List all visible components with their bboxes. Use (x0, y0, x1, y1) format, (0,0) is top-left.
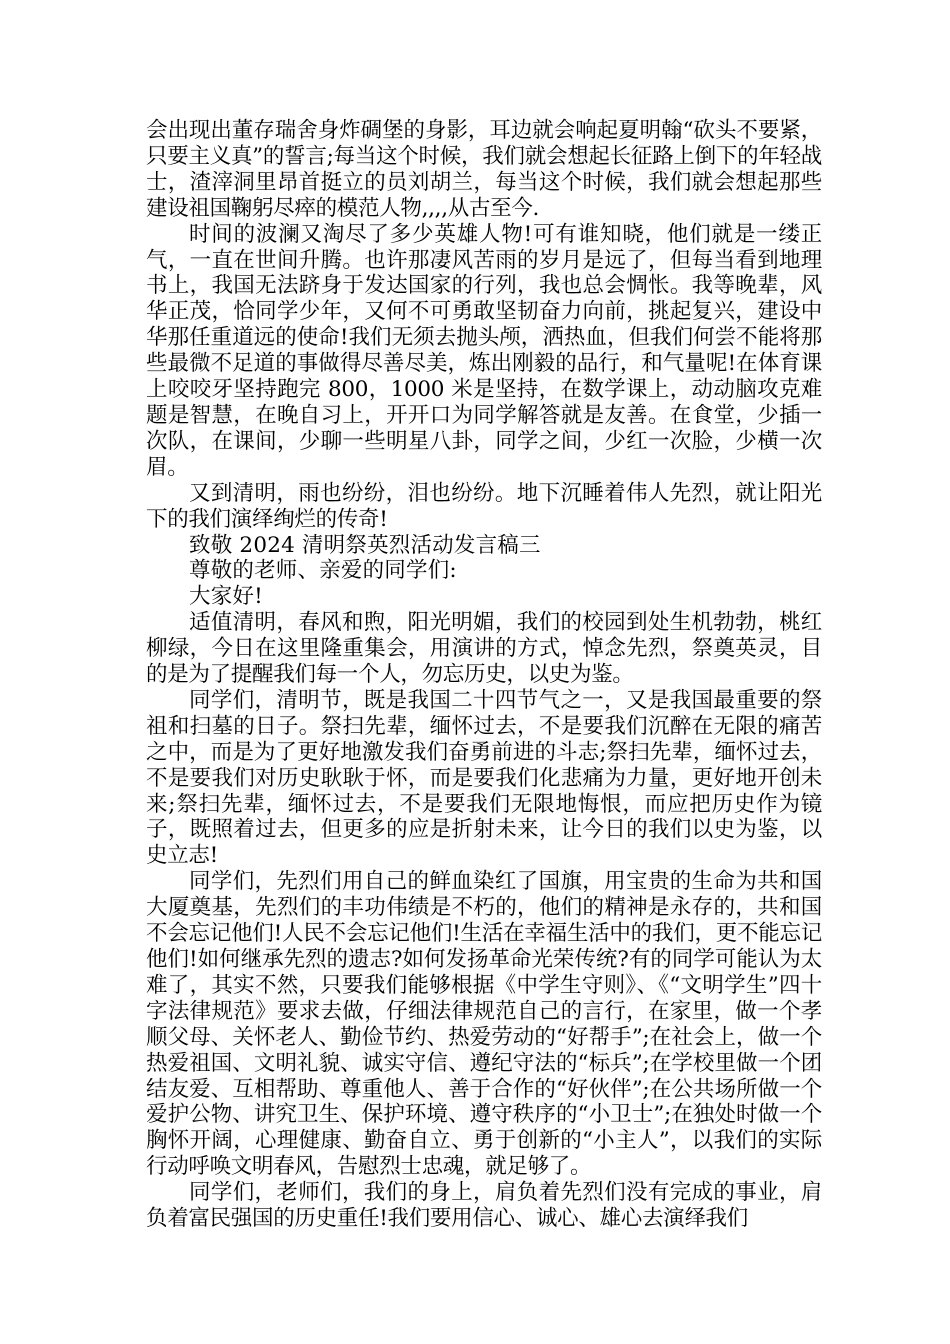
salutation: 尊敬的老师、亲爱的同学们: (189, 558, 457, 584)
document-body (146, 118, 822, 1232)
greeting: 大家好! (189, 584, 263, 610)
paragraph-5: 同学们，清明节，既是我国二十四节气之一，又是我国最重要的祭祖和扫墓的日子。祭扫先辈，缅怀过去，不是要我们沉醉在无限的痛苦之中，而是为了更好地激发我们奋勇前进的斗志;祭扫先辈，缅怀过去，不是要我们对历史耿耿于怀，而是要我们化悲痛为力量，更好地开创未来;祭扫先辈，缅怀过去，不是要我们无限地悔恨，而应把历史作为镜子，既照着过去，但更多的应是折射未来，让今日的我们以史为鉴，以史立志! (146, 687, 822, 869)
paragraph-1: 会出现出董存瑞舍身炸碉堡的身影，耳边就会响起夏明翰“砍头不要紧，只要主义真”的誓言;每当这个时候，我们就会想起长征路上倒下的年轻战士，渣滓洞里昂首挺立的员刘胡兰，每当这个时候，我们就会想起那些建设祖国鞠躬尽瘁的模范人物,,,,从古至今. (146, 118, 822, 221)
paragraph-4: 适值清明，春风和煦，阳光明媚，我们的校园到处生机勃勃，桃红柳绿，今日在这里隆重集会，用演讲的方式，悼念先烈，祭奠英灵，目的是为了提醒我们每一个人，勿忘历史，以史为鉴。 (146, 610, 822, 688)
paragraph-2: 时间的波澜又淘尽了多少英雄人物!可有谁知晓，他们就是一缕正气，一直在世间升腾。也许那凄风苦雨的岁月是远了，但每当看到地理书上，我国无法跻身于发达国家的行列，我也总会惆怅。我等晚辈，风华正茂，恰同学少年，又何不可勇敢坚韧奋力向前，挑起复兴，建设中华那任重道远的使命!我们无须去抛头颅，洒热血，但我们何尝不能将那些最微不足道的事做得尽善尽美，炼出刚毅的品行，和气量呢!在体育课上咬咬牙坚持跑完 800，1000 米是坚持，在数学课上，动动脑攻克难题是智慧，在晚自习上，开开口为同学解答就是友善。在食堂，少插一次队，在课间，少聊一些明星八卦，同学之间，少红一次脸，少横一次眉。 (146, 221, 822, 480)
section-title: 致敬 2024 清明祭英烈活动发言稿三 (189, 532, 541, 558)
paragraph-7: 同学们，老师们，我们的身上，肩负着先烈们没有完成的事业，肩负着富民强国的历史重任!我们要用信心、诚心、雄心去演绎我们 (146, 1180, 822, 1232)
paragraph-3: 又到清明，雨也纷纷，泪也纷纷。地下沉睡着伟人先烈，就让阳光下的我们演绎绚烂的传奇! (146, 480, 822, 532)
paragraph-6: 同学们，先烈们用自己的鲜血染红了国旗，用宝贵的生命为共和国大厦奠基，先烈们的丰功伟绩是不朽的，他们的精神是永存的，共和国不会忘记他们!人民不会忘记他们!生活在幸福生活中的我们，更不能忘记他们!如何继承先烈的遗志?如何发扬革命光荣传统?有的同学可能认为太难了，其实不然，只要我们能够根据《中学生守则》、《“文明学生”四十字法律规范》要求去做，仔细法律规范自己的言行，在家里，做一个孝顺父母、关怀老人、勤俭节约、热爱劳动的“好帮手”;在社会上，做一个热爱祖国、文明礼貌、诚实守信、遵纪守法的“标兵”;在学校里做一个团结友爱、互相帮助、尊重他人、善于合作的“好伙伴”;在公共场所做一个爱护公物、讲究卫生、保护环境、遵守秩序的“小卫士”;在独处时做一个胸怀开阔，心理健康、勤奋自立、勇于创新的“小主人”，以我们的实际行动呼唤文明春风，告慰烈士忠魂，就足够了。 (146, 869, 822, 1180)
